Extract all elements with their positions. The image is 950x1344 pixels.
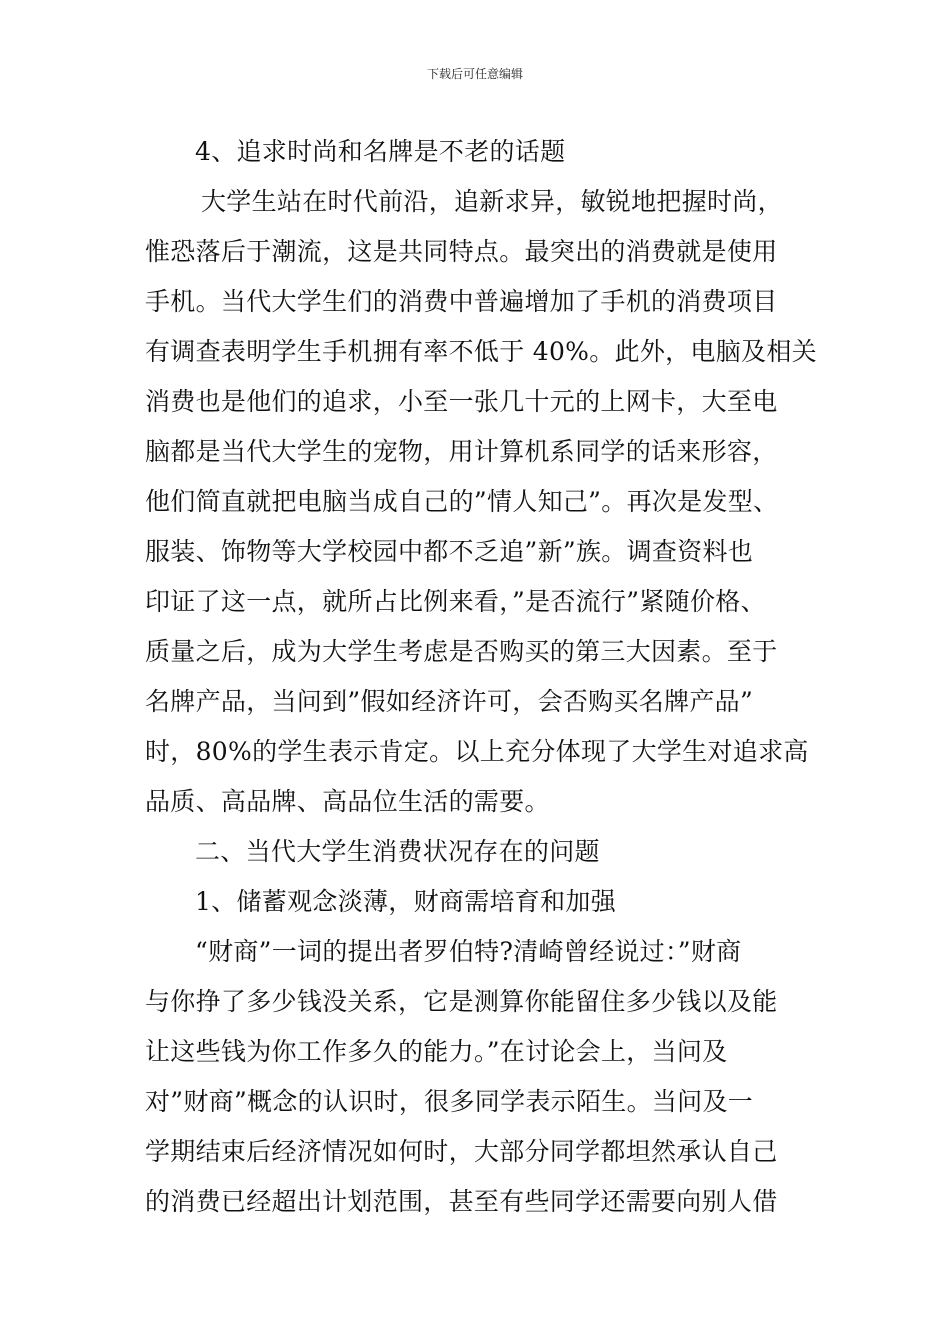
paragraph-line: 消费也是他们的追求，小至一张几十元的上网卡，大至电 — [145, 387, 778, 416]
paragraph-line: 让这些钱为你工作多久的能力。”在讨论会上，当问及 — [145, 1037, 728, 1066]
paragraph-line: 服装、饰物等大学校园中都不乏追”新”族。调查资料也 — [145, 537, 754, 566]
paragraph-line: 名牌产品，当问到”假如经济许可，会否购买名牌产品” — [145, 687, 754, 716]
section-heading-problems: 二、当代大学生消费状况存在的问题 — [195, 837, 600, 866]
paragraph-line: 手机。当代大学生们的消费中普遍增加了手机的消费项目 — [145, 287, 778, 316]
paragraph-line: “财商”一词的提出者罗伯特?清崎曾经说过：”财商 — [195, 937, 742, 966]
paragraph-line: 学期结束后经济情况如何时，大部分同学都坦然承认自己 — [145, 1137, 778, 1166]
paragraph-line: 有调查表明学生手机拥有率不低于 40%。此外，电脑及相关 — [145, 337, 817, 366]
paragraph-line: 脑都是当代大学生的宠物，用计算机系同学的话来形容， — [145, 437, 778, 466]
paragraph-line: 对”财商”概念的认识时，很多同学表示陌生。当问及一 — [145, 1087, 754, 1116]
paragraph-line: 大学生站在时代前沿，追新求异，敏锐地把握时尚， — [201, 187, 783, 216]
paragraph-line: 与你挣了多少钱没关系，它是测算你能留住多少钱以及能 — [145, 987, 778, 1016]
paragraph-line: 的消费已经超出计划范围，甚至有些同学还需要向别人借 — [145, 1187, 778, 1216]
paragraph-line: 时，80%的学生表示肯定。以上充分体现了大学生对追求高 — [145, 737, 809, 766]
paragraph-line: 他们简直就把电脑当成自己的”情人知己”。再次是发型、 — [145, 487, 779, 516]
paragraph-line: 品质、高品牌、高品位生活的需要。 — [145, 787, 550, 816]
paragraph-line: 质量之后，成为大学生考虑是否购买的第三大因素。至于 — [145, 637, 778, 666]
paragraph-line: 印证了这一点，就所占比例来看，”是否流行”紧随价格、 — [145, 587, 766, 616]
header-note: 下载后可任意编辑 — [426, 67, 523, 81]
document-body — [145, 127, 817, 1227]
paragraph-line: 惟恐落后于潮流，这是共同特点。最突出的消费就是使用 — [145, 237, 778, 266]
subheading-fashion: 4、追求时尚和名牌是不老的话题 — [195, 137, 566, 166]
subheading-savings: 1、储蓄观念淡薄，财商需培育和加强 — [195, 887, 617, 916]
